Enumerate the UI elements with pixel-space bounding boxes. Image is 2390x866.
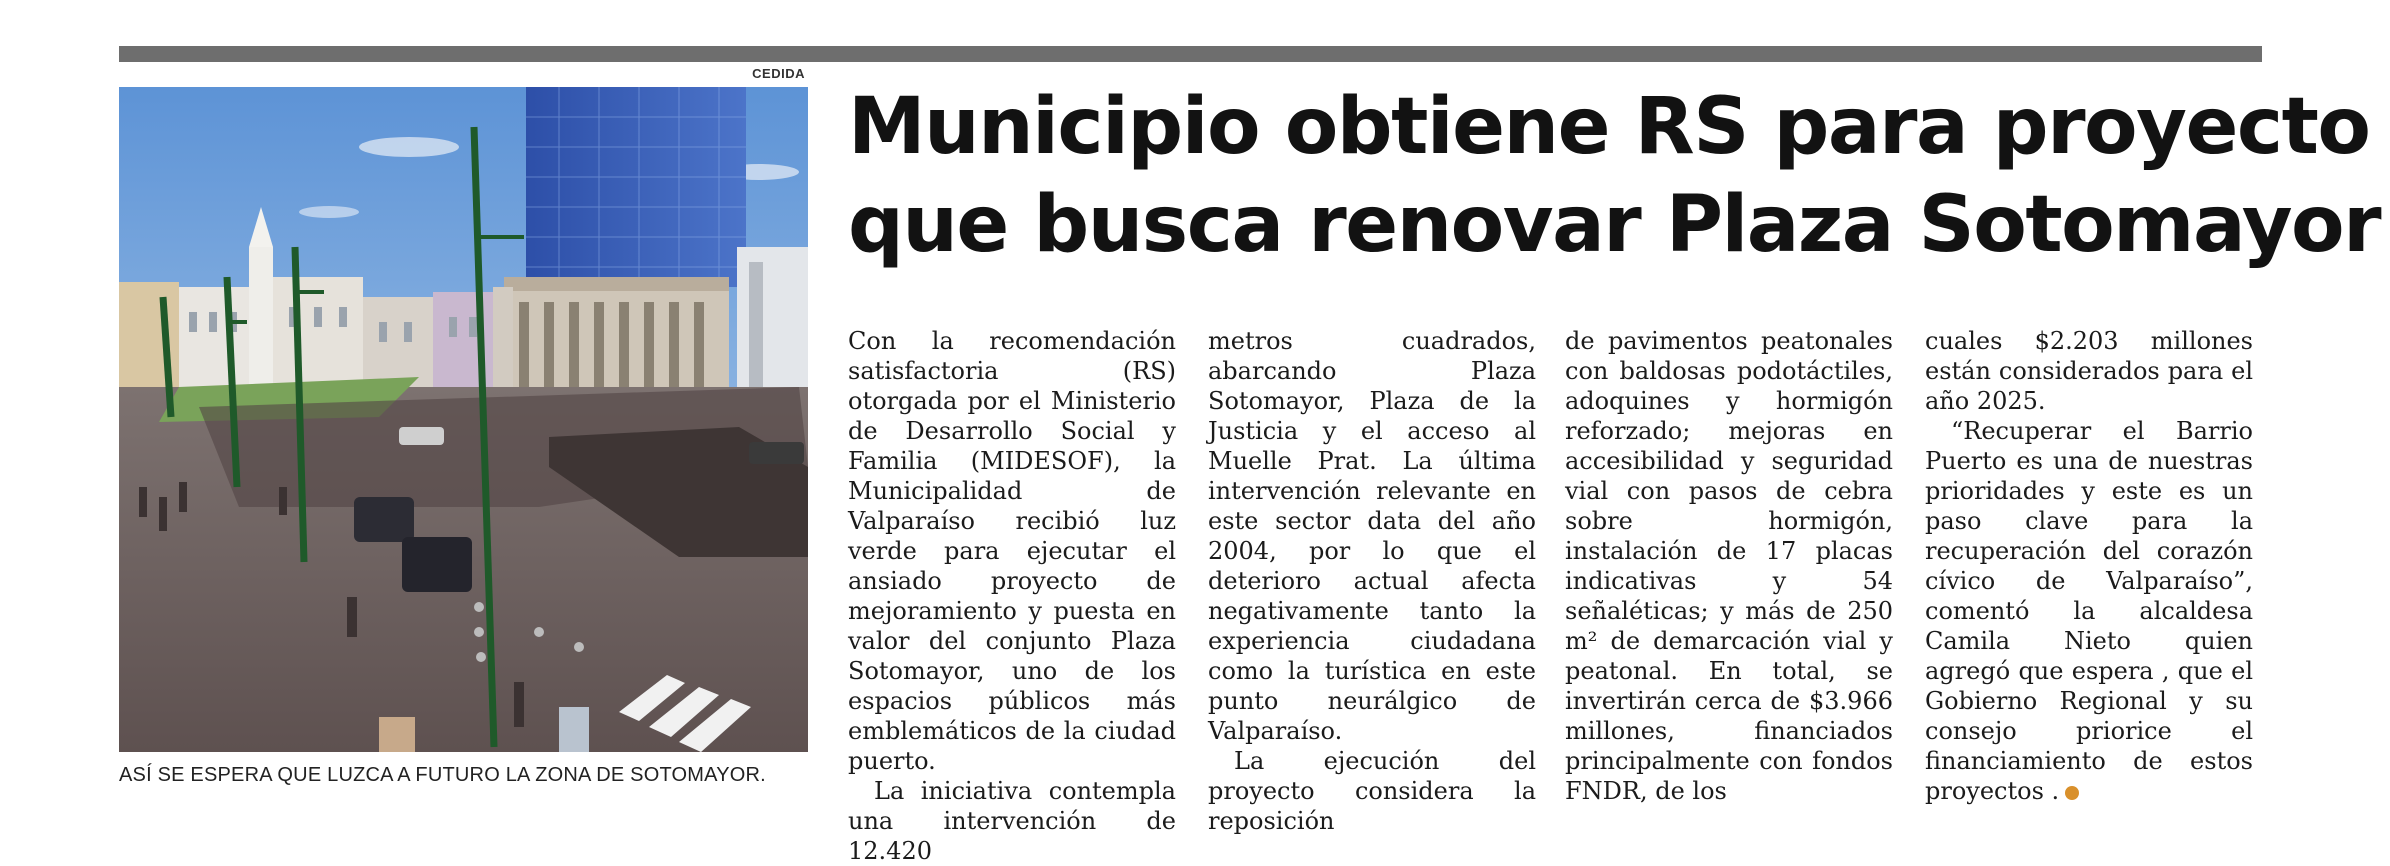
body-paragraph: cuales $2.203 millones están considerados para el año 2025. xyxy=(1925,327,2253,415)
end-mark-icon: ✪ xyxy=(2065,786,2079,800)
body-column-1 xyxy=(848,326,1176,866)
article-photo xyxy=(119,87,808,752)
body-paragraph: La iniciativa contempla una intervención de 12.420 xyxy=(848,777,1176,865)
headline-line-2: que busca renovar Plaza Sotomayor xyxy=(848,180,2381,270)
top-rule xyxy=(119,46,2262,62)
body-column-4 xyxy=(1925,326,2253,806)
body-paragraph: La ejecución del proyecto considera la reposición xyxy=(1208,747,1536,835)
body-paragraph: de pavimentos peatonales con baldosas podotáctiles, adoquines y hormigón reforzado; mejoras en accesibilidad y seguridad vial con pasos de cebra sobre hormigón, instalación de 17 placas indicativas y 54 señaléticas; y más de 250 m² de demarcación vial y peatonal. En total, se invertirán cerca de $3.966 millones, financiados principalmente con fondos FNDR, de los xyxy=(1565,327,1893,805)
body-column-2 xyxy=(1208,326,1536,836)
headline xyxy=(848,78,2381,274)
body-paragraph-final xyxy=(1925,416,2253,806)
body-column-3 xyxy=(1565,326,1893,806)
body-paragraph: Con la recomendación satisfactoria (RS) otorgada por el Ministerio de Desarrollo Social y Familia (MIDESOF), la Municipalidad de Valparaíso recibió luz verde para ejecutar el ansiado proyecto de mejoramiento y puesta en valor del conjunto Plaza Sotomayor, uno de los espacios públicos más emblemáticos de la ciudad puerto. xyxy=(848,327,1176,775)
body-paragraph: metros cuadrados, abarcando Plaza Sotomayor, Plaza de la Justicia y el acceso al Muelle Prat. La última intervención relevante en este sector data del año 2004, por lo que el deterioro actual afecta negativamente tanto la experiencia ciudadana como la turística en este punto neurálgico de Valparaíso. xyxy=(1208,327,1536,745)
photo-credit: CEDIDA xyxy=(752,66,805,81)
headline-line-1: Municipio obtiene RS para proyecto xyxy=(848,82,2370,172)
photo-caption: ASÍ SE ESPERA QUE LUZCA A FUTURO LA ZONA DE SOTOMAYOR. xyxy=(119,764,766,786)
body-paragraph-text: “Recuperar el Barrio Puerto es una de nuestras prioridades y este es un paso clave para la recuperación del corazón cívico de Valparaíso”, comentó la alcaldesa Camila Nieto quien agregó que espera , que el Gobierno Regional y su consejo priorice el financiamiento de estos proyectos . xyxy=(1925,417,2253,805)
